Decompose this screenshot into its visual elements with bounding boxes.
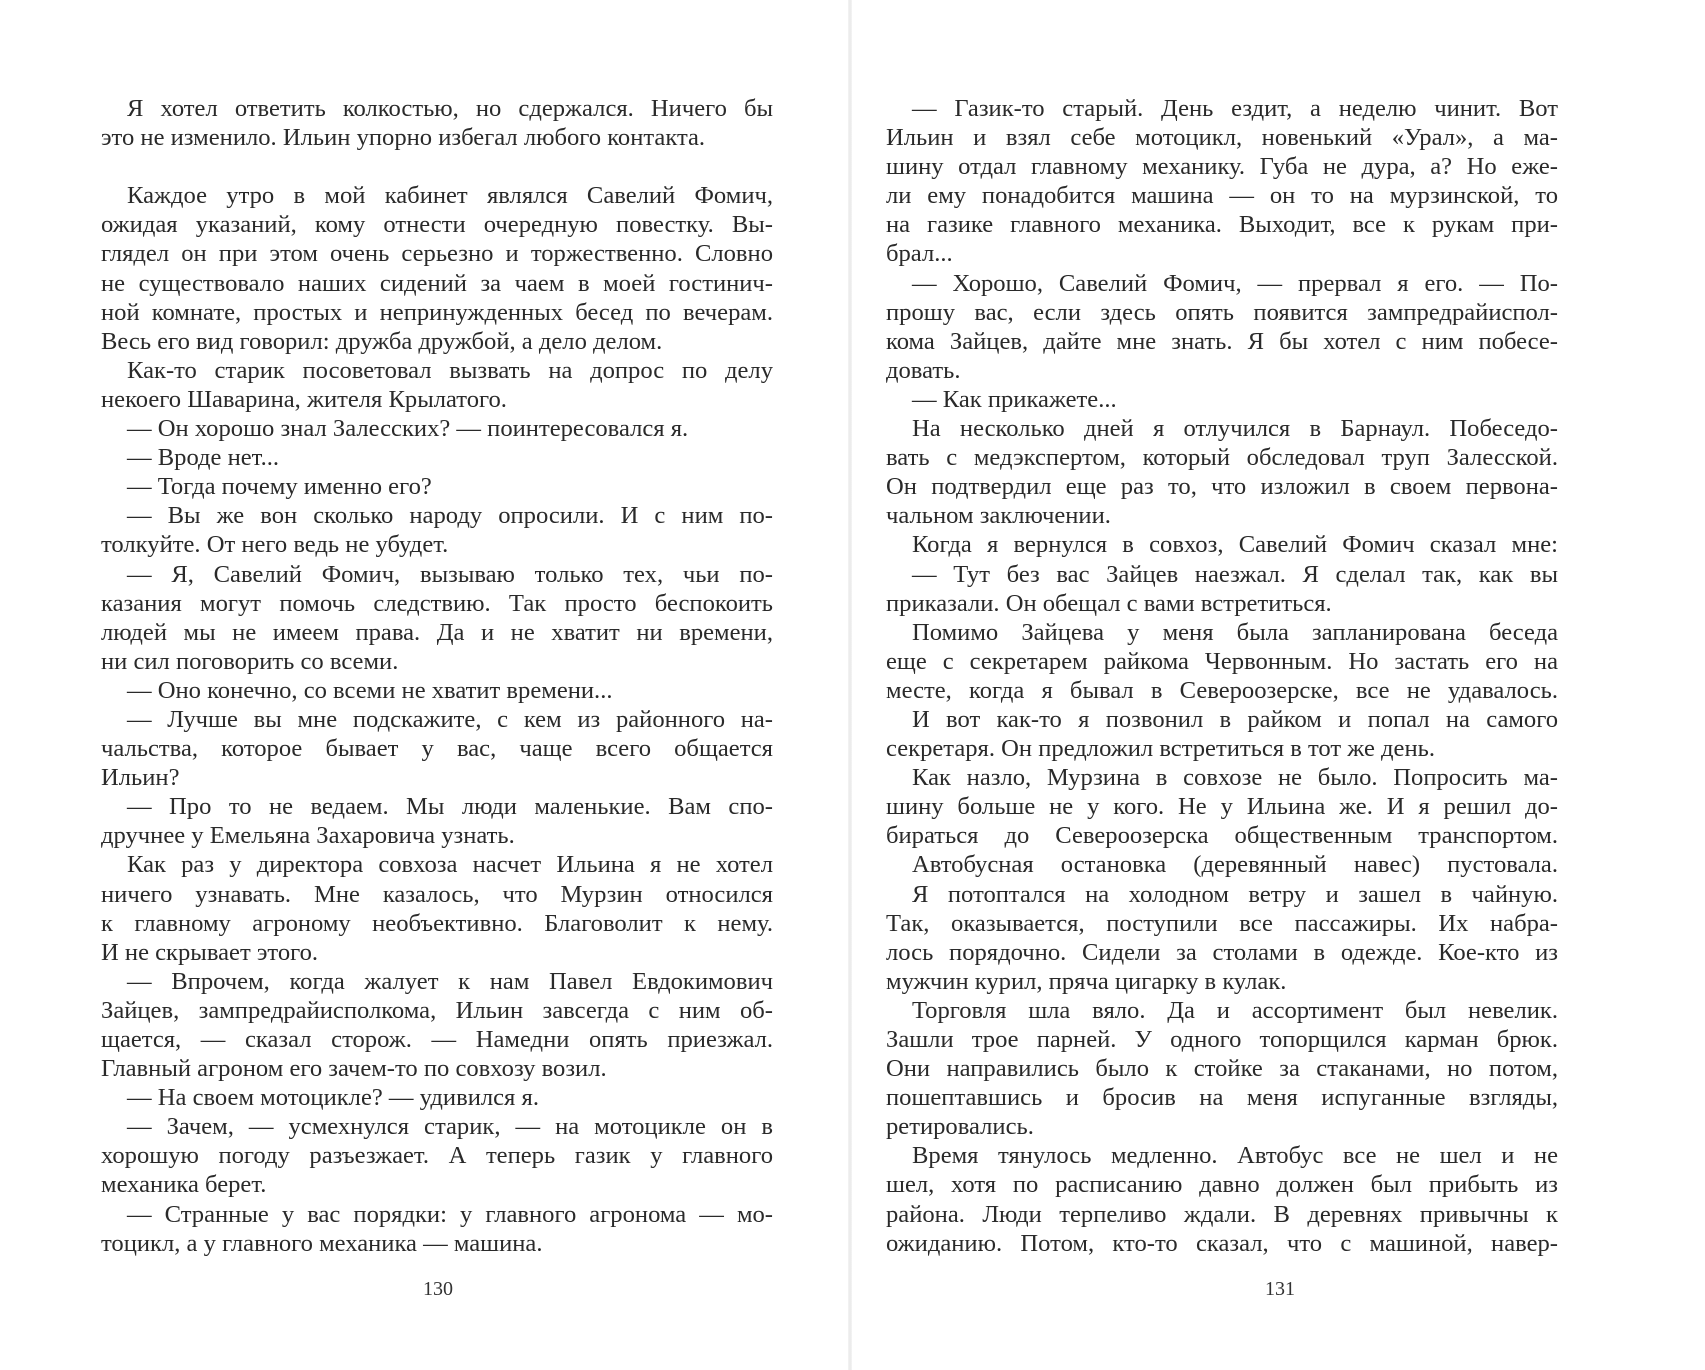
text-line: ной комнате, простых и непринужденных бесед по вечерам. [101, 298, 773, 326]
text-line: Время тянулось медленно. Автобус все не шел и не [912, 1142, 1558, 1170]
text-line: Как-то старик посоветовал вызвать на допрос по делу [127, 356, 773, 384]
text-line: ли ему понадобится машина — он то на мурзинской, то [886, 182, 1558, 210]
text-line: Я потоптался на холодном ветру и зашел в чайную. [912, 880, 1558, 908]
text-line: — Тут без вас Зайцев наезжал. Я сделал так, как вы [912, 560, 1558, 588]
text-line: бираться до Североозерска общественным транспортом. [886, 822, 1558, 850]
text-line: — Оно конечно, со всеми не хватит времени... [127, 676, 613, 704]
text-line: секретаря. Он предложил встретиться в тот же день. [886, 735, 1435, 763]
text-line: хорошую погоду разъезжает. А теперь газик у главного [101, 1142, 773, 1170]
text-line: механика берет. [101, 1171, 267, 1199]
text-line: дручнее у Емельяна Захаровича узнать. [101, 822, 515, 850]
text-line: щается, — сказал сторож. — Намедни опять приезжал. [101, 1026, 773, 1053]
text-line: — Впрочем, когда жалует к нам Павел Евдокимович [127, 967, 773, 995]
text-line: И вот как-то я позвонил в райком и попал на самого [912, 705, 1558, 733]
text-line: ретировались. [886, 1113, 1034, 1141]
text-line: это не изменило. Ильин упорно избегал любого контакта. [101, 124, 706, 152]
text-line: Как назло, Мурзина в совхозе не было. Попросить ма- [912, 764, 1558, 792]
text-line: на газике главного механика. Выходит, все к рукам при- [886, 211, 1558, 239]
text-line: ни сил поговорить со всеми. [101, 647, 399, 675]
text-line: — Он хорошо знал Залесских? — поинтересовался я. [127, 415, 689, 443]
text-line: ожидая указаний, кому отнести очередную повестку. Вы- [101, 211, 773, 239]
text-line: Как раз у директора совхоза насчет Ильина я не хотел [127, 851, 773, 879]
text-line: довать. [886, 356, 961, 384]
text-line: — Тогда почему именно его? [127, 473, 432, 501]
text-line: — На своем мотоцикле? — удивился я. [127, 1084, 539, 1112]
text-line: ожиданию. Потом, кто-то сказал, что с машиной, навер- [886, 1229, 1558, 1257]
text-line: еще с секретарем райкома Червонным. Но застать его на [886, 647, 1558, 675]
text-line: — Как прикажете... [912, 385, 1117, 413]
left-page-text [101, 94, 773, 1258]
text-line: Помимо Зайцева у меня была запланирована беседа [912, 618, 1558, 646]
text-line: — Я, Савелий Фомич, вызываю только тех, чьи по- [127, 560, 773, 588]
text-line: — Лучше вы мне подскажите, с кем из районного на- [127, 705, 773, 733]
text-line: месте, когда я бывал в Североозерске, все не удавалось. [886, 676, 1558, 704]
text-line: Торговля шла вяло. Да и ассортимент был невелик. [912, 996, 1558, 1024]
text-line: не существовало наших сидений за чаем в моей гостинич- [101, 269, 773, 297]
paragraph-gap [101, 152, 773, 181]
text-line: Зашли трое парней. У одного топорщился карман брюк. [886, 1026, 1558, 1053]
text-line: Я хотел ответить колкостью, но сдержался. Ничего бы [127, 95, 773, 122]
right-page-text [886, 94, 1558, 1258]
text-line: Автобусная остановка (деревянный навес) пустовала. [912, 851, 1558, 879]
text-line: ничего узнавать. Мне казалось, что Мурзин относился [101, 880, 773, 908]
text-line: Так, оказывается, поступили все пассажиры. Их набра- [886, 909, 1558, 937]
text-line: Они направились было к стойке за стаканами, но потом, [886, 1055, 1558, 1083]
text-line: чальном заключении. [886, 502, 1111, 530]
text-line: Главный агроном его зачем-то по совхозу возил. [101, 1055, 607, 1083]
right-page [850, 0, 1705, 1370]
text-line: Когда я вернулся в совхоз, Савелий Фомич сказал мне: [912, 531, 1558, 559]
page-number-left: 130 [423, 1278, 453, 1300]
text-line: приказали. Он обещал с вами встретиться. [886, 589, 1332, 617]
text-line: И не скрывает этого. [101, 938, 319, 966]
text-line: — Про то не ведаем. Мы люди маленькие. Вам спо- [127, 793, 773, 821]
text-line: — Вроде нет... [127, 444, 280, 472]
text-line: к главному агроному необъективно. Благоволит к нему. [101, 909, 773, 937]
page-number-right: 131 [1265, 1278, 1295, 1300]
text-line: На несколько дней я отлучился в Барнаул. Побеседо- [912, 415, 1558, 443]
text-line: брал... [886, 240, 953, 268]
text-line: шел, хотя по расписанию давно должен был прибыть из [886, 1171, 1558, 1199]
text-line: — Странные у вас порядки: у главного агронома — мо- [127, 1200, 773, 1228]
text-line: мужчин курил, пряча цигарку в кулак. [886, 967, 1287, 995]
text-line: пошептавшись и бросив на меня испуганные взгляды, [886, 1084, 1558, 1112]
text-line: — Зачем, — усмехнулся старик, — на мотоцикле он в [127, 1113, 773, 1141]
text-line: лось порядочно. Сидели за столами в одежде. Кое-кто из [886, 938, 1558, 966]
text-line: Каждое утро в мой кабинет являлся Савелий Фомич, [127, 182, 773, 210]
text-line: шину больше не у кого. Не у Ильина же. И я решил до- [886, 793, 1558, 821]
text-line: чальства, которое бывает у вас, чаще всего общается [101, 735, 773, 763]
text-line: Ильин? [101, 764, 180, 792]
text-line: вать с медэкспертом, который обследовал труп Залесской. [886, 444, 1558, 472]
left-page [0, 0, 850, 1370]
text-line: — Хорошо, Савелий Фомич, — прервал я его. — По- [912, 269, 1558, 297]
text-line: — Газик-то старый. День ездит, а неделю чинит. Вот [912, 95, 1558, 122]
text-line: людей мы не имеем права. Да и не хватит ни времени, [101, 618, 773, 646]
text-line: толкуйте. От него ведь не убудет. [101, 531, 449, 559]
text-line: района. Люди терпеливо ждали. В деревнях привычны к [886, 1200, 1558, 1228]
text-line: некоего Шаварина, жителя Крылатого. [101, 385, 507, 413]
text-line: — Вы же вон сколько народу опросили. И с ним по- [127, 502, 773, 530]
text-line: шину отдал главному механику. Губа не дура, а? Но еже- [886, 153, 1558, 181]
text-line: казания могут помочь следствию. Так просто беспокоить [101, 589, 773, 617]
text-line: Весь его вид говорил: дружба дружбой, а дело делом. [101, 327, 663, 355]
text-line: кома Зайцев, дайте мне знать. Я бы хотел с ним побесе- [886, 327, 1558, 355]
text-line: глядел он при этом очень серьезно и торжественно. Словно [101, 240, 773, 268]
text-line: Ильин и взял себе мотоцикл, новенький «Урал», а ма- [886, 124, 1558, 152]
text-line: Зайцев, зампредрайисполкома, Ильин завсегда с ним об- [101, 996, 773, 1024]
text-line: прошу вас, если здесь опять появится зампредрайиспол- [886, 298, 1558, 326]
text-line: тоцикл, а у главного механика — машина. [101, 1229, 543, 1257]
text-line: Он подтвердил еще раз то, что изложил в своем первона- [886, 473, 1558, 501]
